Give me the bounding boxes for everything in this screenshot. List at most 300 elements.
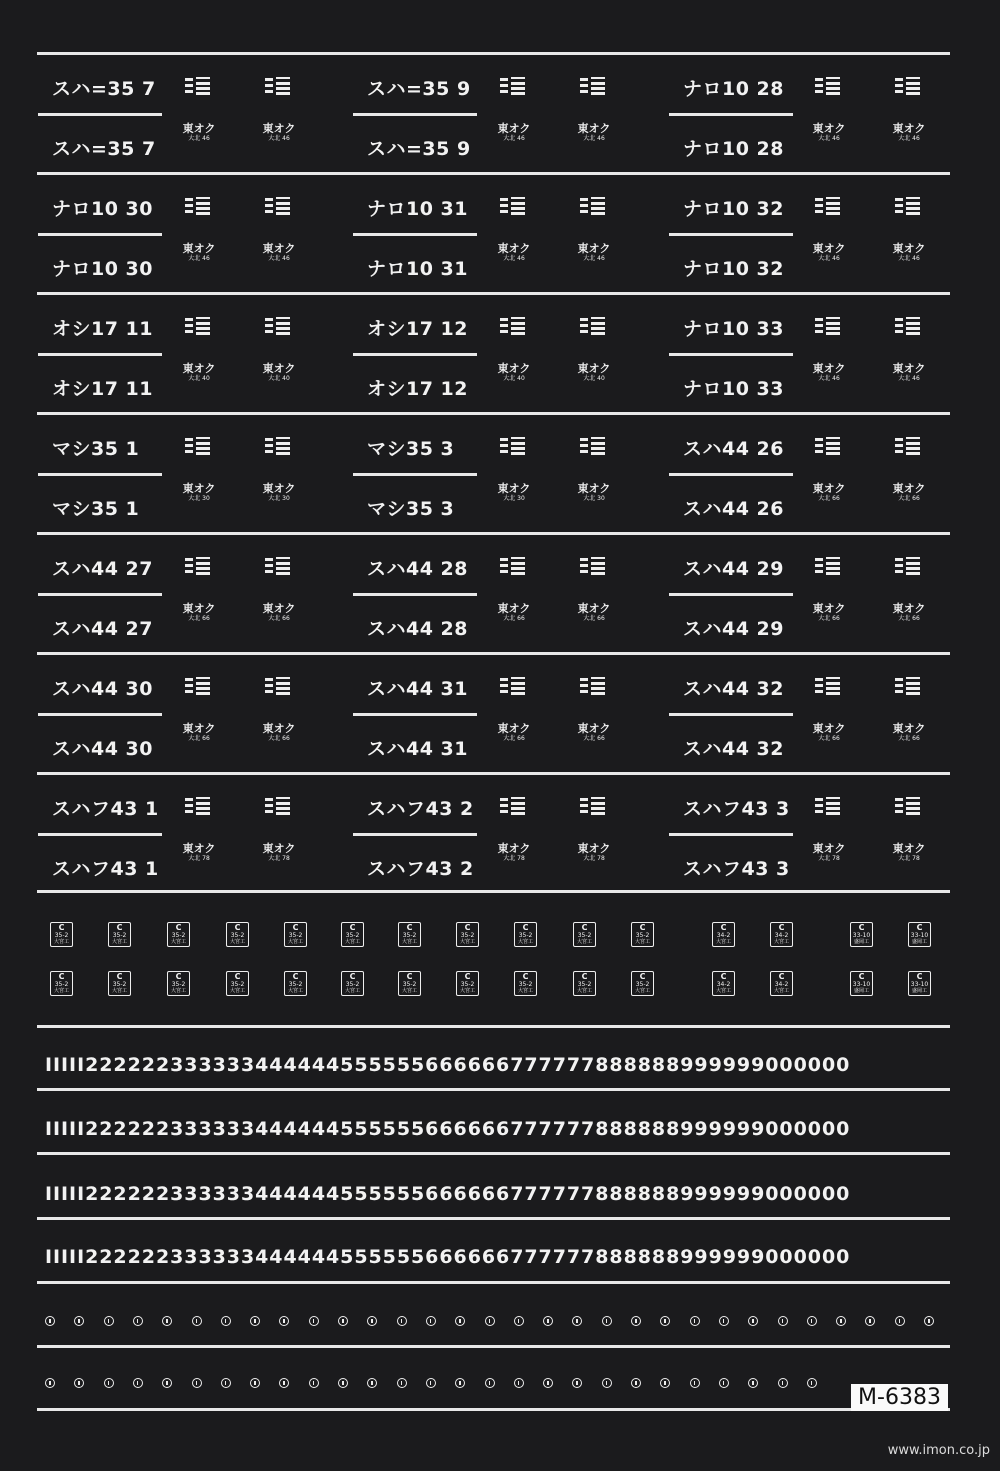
depot-mark xyxy=(496,722,532,743)
spec-block xyxy=(895,317,921,339)
plate-letter: C xyxy=(916,923,923,932)
divider-line xyxy=(37,52,950,55)
car-number-top: ナロ10 33 xyxy=(683,318,784,340)
seat-marker-dot xyxy=(221,1316,231,1326)
car-number-underline xyxy=(38,833,162,836)
car-number-bottom: スハ=35 7 xyxy=(52,138,156,160)
depot-code: 東オク xyxy=(497,722,531,735)
plate-letter: C xyxy=(349,923,356,932)
spec-block xyxy=(895,77,921,99)
car-number-bottom: スハ44 32 xyxy=(683,738,784,760)
spec-block xyxy=(185,197,211,219)
car-number-bottom: スハ44 30 xyxy=(52,738,153,760)
car-number-top: マシ35 1 xyxy=(52,438,140,460)
seat-marker-dot xyxy=(543,1316,553,1326)
depot-code: 東オク xyxy=(262,722,296,735)
plate-code: 35-2 xyxy=(577,981,592,988)
depot-mark xyxy=(181,482,217,503)
spec-block xyxy=(500,197,526,219)
spare-digit-row: IIIII222222333333444444555555666666777777888888999999000000 xyxy=(45,1246,851,1268)
depot-code: 東オク xyxy=(262,842,296,855)
depot-mark xyxy=(576,722,612,743)
depot-code: 東オク xyxy=(812,842,846,855)
manufacturer-plate xyxy=(398,971,421,996)
inspection-date: 大北 46 xyxy=(268,255,290,262)
seat-marker-dot xyxy=(836,1316,846,1326)
depot-code: 東オク xyxy=(892,722,926,735)
depot-code: 東オク xyxy=(497,842,531,855)
divider-line xyxy=(37,172,950,175)
inspection-date: 大北 78 xyxy=(898,855,920,862)
car-number-bottom: スハ44 29 xyxy=(683,618,784,640)
manufacturer-plate xyxy=(284,922,307,947)
seat-marker-dot xyxy=(895,1316,905,1326)
manufacturer-plate xyxy=(341,971,364,996)
plate-code: 35-2 xyxy=(402,932,417,939)
car-number-bottom: マシ35 1 xyxy=(52,498,140,520)
seat-marker-dot xyxy=(514,1378,524,1388)
spec-block xyxy=(580,797,606,819)
depot-code: 東オク xyxy=(892,842,926,855)
plate-letter: C xyxy=(581,923,588,932)
spec-block xyxy=(185,77,211,99)
seat-marker-dot xyxy=(74,1378,84,1388)
plate-letter: C xyxy=(292,923,299,932)
divider-line xyxy=(37,890,950,893)
seat-marker-dot xyxy=(660,1316,670,1326)
inspection-date: 大北 30 xyxy=(583,495,605,502)
plate-maker: 大宮工 xyxy=(517,988,533,994)
divider-line xyxy=(37,1281,950,1284)
spec-block xyxy=(815,317,841,339)
plate-code: 35-2 xyxy=(345,981,360,988)
plate-letter: C xyxy=(406,972,413,981)
plate-letter: C xyxy=(581,972,588,981)
plate-letter: C xyxy=(858,972,865,981)
spec-block xyxy=(265,437,291,459)
depot-mark xyxy=(181,602,217,623)
depot-code: 東オク xyxy=(577,722,611,735)
inspection-date: 大北 66 xyxy=(268,615,290,622)
inspection-date: 大北 66 xyxy=(503,735,525,742)
inspection-date: 大北 30 xyxy=(268,495,290,502)
depot-code: 東オク xyxy=(577,482,611,495)
plate-code: 35-2 xyxy=(171,981,186,988)
inspection-date: 大北 46 xyxy=(188,255,210,262)
plate-letter: C xyxy=(116,972,123,981)
inspection-date: 大北 66 xyxy=(898,735,920,742)
plate-letter: C xyxy=(175,923,182,932)
plate-code: 34-2 xyxy=(716,932,731,939)
depot-code: 東オク xyxy=(812,122,846,135)
manufacturer-plate xyxy=(514,922,537,947)
depot-mark xyxy=(261,122,297,143)
plate-code: 35-2 xyxy=(402,981,417,988)
car-number-top: スハ44 28 xyxy=(367,558,468,580)
spec-block xyxy=(500,317,526,339)
plate-letter: C xyxy=(522,972,529,981)
car-number-top: ナロ10 30 xyxy=(52,198,153,220)
depot-code: 東オク xyxy=(892,362,926,375)
car-number-underline xyxy=(353,473,477,476)
divider-line xyxy=(37,652,950,655)
plate-letter: C xyxy=(916,972,923,981)
depot-mark xyxy=(891,722,927,743)
inspection-date: 大北 66 xyxy=(188,615,210,622)
depot-code: 東オク xyxy=(182,242,216,255)
car-number-underline xyxy=(38,713,162,716)
seat-marker-dot xyxy=(719,1316,729,1326)
depot-code: 東オク xyxy=(497,122,531,135)
spec-block xyxy=(265,677,291,699)
plate-maker: 大宮工 xyxy=(53,939,69,945)
plate-code: 35-2 xyxy=(518,981,533,988)
plate-maker: 大宮工 xyxy=(576,939,592,945)
car-number-top: スハ=35 7 xyxy=(52,78,156,100)
car-number-top: スハ44 29 xyxy=(683,558,784,580)
plate-letter: C xyxy=(58,923,65,932)
depot-mark xyxy=(811,242,847,263)
spec-block xyxy=(895,797,921,819)
plate-letter: C xyxy=(720,972,727,981)
spec-block xyxy=(185,677,211,699)
spec-block xyxy=(815,437,841,459)
plate-code: 35-2 xyxy=(635,932,650,939)
plate-maker: 大宮工 xyxy=(111,988,127,994)
inspection-date: 大北 46 xyxy=(188,135,210,142)
depot-code: 東オク xyxy=(577,242,611,255)
depot-mark xyxy=(181,122,217,143)
seat-marker-dot xyxy=(133,1378,143,1388)
spec-block xyxy=(500,77,526,99)
plate-code: 35-2 xyxy=(54,981,69,988)
inspection-date: 大北 66 xyxy=(818,495,840,502)
depot-code: 東オク xyxy=(577,122,611,135)
inspection-date: 大北 46 xyxy=(583,255,605,262)
manufacturer-plate xyxy=(226,971,249,996)
inspection-date: 大北 66 xyxy=(818,615,840,622)
car-number-underline xyxy=(669,833,793,836)
inspection-date: 大北 78 xyxy=(503,855,525,862)
car-number-bottom: ナロ10 28 xyxy=(683,138,784,160)
inspection-date: 大北 46 xyxy=(268,135,290,142)
plate-maker: 盛岡工 xyxy=(911,988,927,994)
plate-maker: 大宮工 xyxy=(401,939,417,945)
car-number-top: ナロ10 31 xyxy=(367,198,468,220)
spec-block xyxy=(895,677,921,699)
depot-code: 東オク xyxy=(182,602,216,615)
depot-mark xyxy=(496,362,532,383)
seat-marker-dot xyxy=(279,1378,289,1388)
spec-block xyxy=(815,77,841,99)
depot-mark xyxy=(261,602,297,623)
car-number-underline xyxy=(353,833,477,836)
plate-letter: C xyxy=(349,972,356,981)
depot-mark xyxy=(261,722,297,743)
manufacturer-plate xyxy=(50,971,73,996)
depot-code: 東オク xyxy=(182,122,216,135)
catalog-number-label: M-6383 xyxy=(851,1384,948,1411)
plate-code: 35-2 xyxy=(54,932,69,939)
plate-code: 35-2 xyxy=(460,932,475,939)
inspection-date: 大北 40 xyxy=(188,375,210,382)
plate-code: 34-2 xyxy=(716,981,731,988)
seat-marker-dot xyxy=(192,1378,202,1388)
depot-code: 東オク xyxy=(812,722,846,735)
depot-code: 東オク xyxy=(497,362,531,375)
car-number-underline xyxy=(38,233,162,236)
inspection-date: 大北 66 xyxy=(583,615,605,622)
divider-line xyxy=(37,412,950,415)
manufacturer-plate xyxy=(456,922,479,947)
plate-maker: 大宮工 xyxy=(773,988,789,994)
seat-marker-dot xyxy=(250,1316,260,1326)
manufacturer-plate xyxy=(514,971,537,996)
spec-block xyxy=(265,557,291,579)
car-number-top: スハ44 30 xyxy=(52,678,153,700)
seat-marker-dot xyxy=(485,1316,495,1326)
plate-letter: C xyxy=(116,923,123,932)
spare-digit-row: IIIII222222333333444444555555666666777777888888999999000000 xyxy=(45,1118,851,1140)
seat-marker-dot xyxy=(631,1378,641,1388)
plate-maker: 大宮工 xyxy=(229,939,245,945)
inspection-date: 大北 66 xyxy=(188,735,210,742)
spec-block xyxy=(185,317,211,339)
plate-code: 35-2 xyxy=(171,932,186,939)
spec-block xyxy=(895,197,921,219)
depot-code: 東オク xyxy=(812,602,846,615)
depot-mark xyxy=(891,362,927,383)
car-number-bottom: スハ44 28 xyxy=(367,618,468,640)
divider-line xyxy=(37,1345,950,1348)
seat-marker-dot xyxy=(338,1316,348,1326)
manufacturer-plate xyxy=(908,922,931,947)
manufacturer-plate xyxy=(167,971,190,996)
manufacturer-plate xyxy=(398,922,421,947)
manufacturer-plate xyxy=(456,971,479,996)
spec-block xyxy=(265,197,291,219)
plate-letter: C xyxy=(778,972,785,981)
plate-maker: 大宮工 xyxy=(287,939,303,945)
plate-maker: 大宮工 xyxy=(634,939,650,945)
inspection-date: 大北 66 xyxy=(898,615,920,622)
divider-line xyxy=(37,772,950,775)
plate-maker: 大宮工 xyxy=(344,939,360,945)
plate-code: 35-2 xyxy=(230,932,245,939)
plate-code: 34-2 xyxy=(774,981,789,988)
depot-code: 東オク xyxy=(497,482,531,495)
spec-block xyxy=(580,677,606,699)
depot-mark xyxy=(496,842,532,863)
car-number-bottom: スハフ43 3 xyxy=(683,858,790,880)
depot-mark xyxy=(811,122,847,143)
plate-letter: C xyxy=(406,923,413,932)
car-number-underline xyxy=(669,593,793,596)
depot-code: 東オク xyxy=(812,362,846,375)
car-number-top: スハフ43 1 xyxy=(52,798,159,820)
plate-code: 35-2 xyxy=(288,932,303,939)
depot-code: 東オク xyxy=(262,602,296,615)
plate-letter: C xyxy=(858,923,865,932)
manufacturer-plate xyxy=(573,971,596,996)
spare-digit-row: IIIII222222333333444444555555666666777777888888999999000000 xyxy=(45,1054,851,1076)
spec-block xyxy=(815,677,841,699)
car-number-bottom: ナロ10 32 xyxy=(683,258,784,280)
inspection-date: 大北 46 xyxy=(503,255,525,262)
seat-marker-dot xyxy=(338,1378,348,1388)
manufacturer-plate xyxy=(850,922,873,947)
divider-line xyxy=(37,292,950,295)
seat-marker-dot xyxy=(104,1378,114,1388)
car-number-bottom: ナロ10 31 xyxy=(367,258,468,280)
car-number-bottom: スハフ43 1 xyxy=(52,858,159,880)
seat-marker-dot xyxy=(455,1378,465,1388)
manufacturer-plate xyxy=(226,922,249,947)
inspection-date: 大北 46 xyxy=(818,135,840,142)
divider-line xyxy=(37,1025,950,1028)
seat-marker-dot xyxy=(133,1316,143,1326)
depot-mark xyxy=(496,122,532,143)
car-number-bottom: スハ=35 9 xyxy=(367,138,471,160)
plate-maker: 盛岡工 xyxy=(911,939,927,945)
manufacturer-plate xyxy=(850,971,873,996)
plate-code: 35-2 xyxy=(345,932,360,939)
depot-code: 東オク xyxy=(262,122,296,135)
seat-marker-dot xyxy=(631,1316,641,1326)
plate-maker: 大宮工 xyxy=(576,988,592,994)
spec-block xyxy=(265,77,291,99)
plate-letter: C xyxy=(720,923,727,932)
plate-code: 35-2 xyxy=(518,932,533,939)
spec-block xyxy=(185,797,211,819)
spec-block xyxy=(185,437,211,459)
seat-marker-dot xyxy=(162,1316,172,1326)
plate-code: 33-10 xyxy=(910,981,929,988)
inspection-date: 大北 78 xyxy=(818,855,840,862)
seat-marker-dot xyxy=(485,1378,495,1388)
inspection-date: 大北 40 xyxy=(583,375,605,382)
depot-mark xyxy=(576,362,612,383)
car-number-top: スハ=35 9 xyxy=(367,78,471,100)
depot-mark xyxy=(576,122,612,143)
inspection-date: 大北 46 xyxy=(898,255,920,262)
car-number-top: スハ44 32 xyxy=(683,678,784,700)
plate-letter: C xyxy=(234,923,241,932)
depot-mark xyxy=(891,482,927,503)
plate-letter: C xyxy=(234,972,241,981)
spec-block xyxy=(265,317,291,339)
depot-code: 東オク xyxy=(812,482,846,495)
depot-code: 東オク xyxy=(577,602,611,615)
plate-code: 33-10 xyxy=(852,981,871,988)
plate-letter: C xyxy=(58,972,65,981)
seat-marker-dot xyxy=(748,1316,758,1326)
plate-maker: 大宮工 xyxy=(715,939,731,945)
spare-digit-row: IIIII222222333333444444555555666666777777888888999999000000 xyxy=(45,1183,851,1205)
seat-marker-dot xyxy=(162,1378,172,1388)
car-number-top: マシ35 3 xyxy=(367,438,455,460)
seat-marker-dot xyxy=(865,1316,875,1326)
car-number-top: スハ44 31 xyxy=(367,678,468,700)
car-number-top: スハフ43 2 xyxy=(367,798,474,820)
depot-mark xyxy=(181,722,217,743)
car-number-top: スハフ43 3 xyxy=(683,798,790,820)
depot-code: 東オク xyxy=(892,482,926,495)
manufacturer-plate xyxy=(712,971,735,996)
seat-marker-dot xyxy=(397,1378,407,1388)
manufacturer-plate xyxy=(108,922,131,947)
depot-code: 東オク xyxy=(182,842,216,855)
seat-marker-dot xyxy=(719,1378,729,1388)
seat-marker-dot xyxy=(221,1378,231,1388)
plate-maker: 大宮工 xyxy=(111,939,127,945)
depot-mark xyxy=(496,602,532,623)
depot-code: 東オク xyxy=(182,482,216,495)
car-number-bottom: スハ44 31 xyxy=(367,738,468,760)
car-number-underline xyxy=(38,593,162,596)
manufacturer-plate xyxy=(631,922,654,947)
inspection-date: 大北 30 xyxy=(503,495,525,502)
seat-marker-dot xyxy=(572,1316,582,1326)
inspection-date: 大北 46 xyxy=(818,255,840,262)
manufacturer-plate xyxy=(108,971,131,996)
seat-marker-dot xyxy=(45,1378,55,1388)
inspection-date: 大北 66 xyxy=(268,735,290,742)
depot-mark xyxy=(261,842,297,863)
spec-block xyxy=(500,557,526,579)
plate-maker: 大宮工 xyxy=(344,988,360,994)
depot-mark xyxy=(261,482,297,503)
inspection-date: 大北 66 xyxy=(503,615,525,622)
depot-code: 東オク xyxy=(262,242,296,255)
car-number-top: オシ17 11 xyxy=(52,318,153,340)
seat-marker-dot xyxy=(807,1378,817,1388)
spec-block xyxy=(815,557,841,579)
car-number-underline xyxy=(669,233,793,236)
plate-code: 35-2 xyxy=(460,981,475,988)
seat-marker-dot xyxy=(426,1316,436,1326)
depot-mark xyxy=(811,842,847,863)
seat-marker-dot xyxy=(602,1378,612,1388)
car-number-top: オシ17 12 xyxy=(367,318,468,340)
depot-code: 東オク xyxy=(892,242,926,255)
divider-line xyxy=(37,1088,950,1091)
depot-mark xyxy=(181,242,217,263)
spec-block xyxy=(895,557,921,579)
plate-maker: 盛岡工 xyxy=(853,939,869,945)
spec-block xyxy=(580,77,606,99)
depot-code: 東オク xyxy=(497,602,531,615)
inspection-date: 大北 46 xyxy=(898,135,920,142)
plate-letter: C xyxy=(639,972,646,981)
divider-line xyxy=(37,1408,950,1411)
seat-marker-dot xyxy=(104,1316,114,1326)
depot-mark xyxy=(891,842,927,863)
depot-code: 東オク xyxy=(577,842,611,855)
manufacturer-plate xyxy=(631,971,654,996)
plate-maker: 盛岡工 xyxy=(853,988,869,994)
inspection-date: 大北 46 xyxy=(898,375,920,382)
manufacturer-plate xyxy=(284,971,307,996)
plate-maker: 大宮工 xyxy=(287,988,303,994)
plate-code: 33-10 xyxy=(852,932,871,939)
car-number-underline xyxy=(669,113,793,116)
car-number-underline xyxy=(353,353,477,356)
inspection-date: 大北 66 xyxy=(898,495,920,502)
seat-marker-dot xyxy=(74,1316,84,1326)
depot-code: 東オク xyxy=(892,122,926,135)
depot-code: 東オク xyxy=(182,362,216,375)
